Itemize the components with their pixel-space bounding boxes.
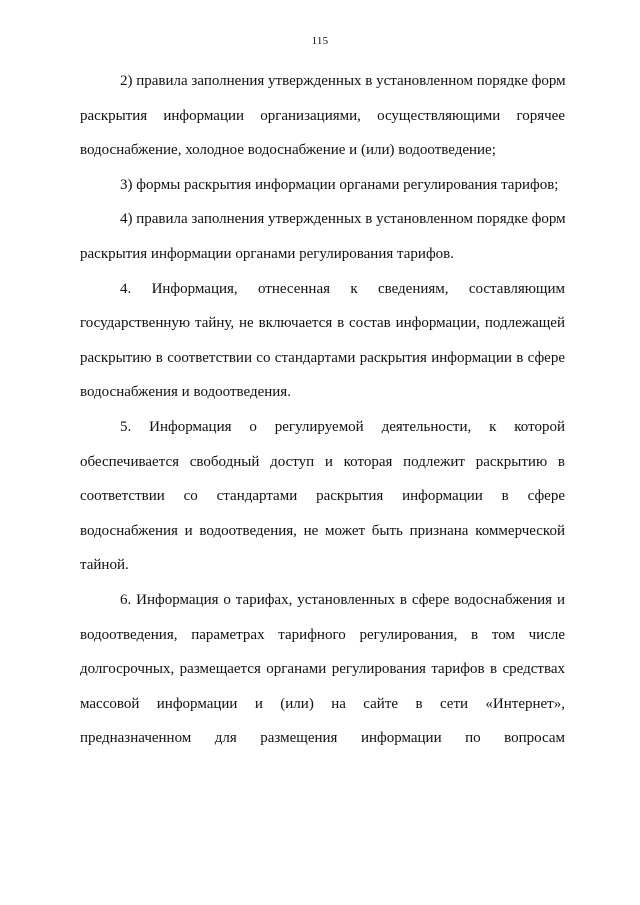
document-body	[80, 64, 565, 756]
paragraph-clause-5	[80, 410, 565, 583]
paragraph-item-3	[80, 168, 565, 203]
text-line: водоснабжения и водоотведения.	[80, 384, 291, 401]
text-line: 6. Информация о тарифах, установленных в сфере водоснабжения и	[120, 591, 565, 608]
text-line: 4. Информация, отнесенная к сведениям, составляющим	[120, 280, 565, 297]
text-line: раскрытия информации органами регулирования тарифов.	[80, 245, 454, 262]
text-line: предназначенном для размещения информации по вопросам	[80, 730, 565, 747]
text-line: тайной.	[80, 557, 129, 574]
text-line: долгосрочных, размещается органами регулирования тарифов в средствах	[80, 661, 565, 678]
text-line: водоснабжения и водоотведения, не может быть признана коммерческой	[80, 522, 565, 539]
text-line: 3) формы раскрытия информации органами регулирования тарифов;	[120, 176, 559, 193]
page-number: 115	[311, 35, 329, 47]
text-line: соответствии со стандартами раскрытия информации в сфере	[80, 488, 565, 505]
text-line: обеспечивается свободный доступ и которая подлежит раскрытию в	[80, 453, 565, 470]
text-line: 2) правила заполнения утвержденных в установленном порядке форм	[120, 73, 566, 89]
text-line: раскрытию в соответствии со стандартами раскрытия информации в сфере	[80, 349, 565, 366]
text-line: массовой информации и (или) на сайте в сети «Интернет»,	[80, 695, 565, 712]
text-line: 5. Информация о регулируемой деятельности, к которой	[120, 418, 565, 435]
text-line: 4) правила заполнения утвержденных в установленном порядке форм	[120, 211, 566, 228]
paragraph-clause-4	[80, 272, 565, 410]
paragraph-item-2	[80, 64, 565, 168]
text-line: водоотведения, параметрах тарифного регулирования, в том числе	[80, 626, 565, 643]
paragraph-item-4	[80, 202, 565, 271]
text-line: государственную тайну, не включается в состав информации, подлежащей	[80, 315, 565, 332]
paragraph-clause-6	[80, 583, 565, 756]
text-line: водоснабжение, холодное водоснабжение и (или) водоотведение;	[80, 142, 496, 159]
text-line: раскрытия информации организациями, осуществляющими горячее	[80, 107, 565, 124]
